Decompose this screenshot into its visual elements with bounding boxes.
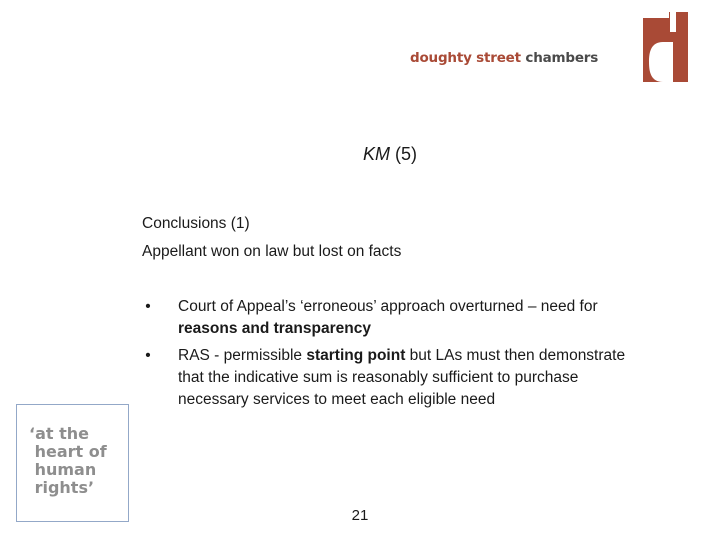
motto-badge (16, 404, 129, 522)
page-number: 21 (351, 507, 369, 524)
brand-wordmark (410, 50, 598, 66)
brand-word-chambers: chambers (520, 50, 599, 66)
brand-d-logo-icon (643, 12, 688, 82)
bullet-list (142, 296, 632, 416)
bullet-emphasis: starting point (306, 347, 406, 364)
slide-title-part: (5) (390, 144, 417, 164)
section-subheading: Appellant won on law but lost on facts (142, 243, 402, 260)
motto-text: ‘at the heart of human rights’ (29, 424, 107, 497)
bullet-item (142, 296, 632, 340)
bullet-text-tail: but LAs must then demonstrate that the indicative sum is reasonably sufficient to purchase necessary services to meet each eligible need (178, 347, 626, 408)
bullet-emphasis: reasons and transparency (178, 320, 371, 337)
bullet-text: Court of Appeal’s ‘erroneous’ approach overturned – need for (178, 298, 598, 315)
bullet-item (142, 345, 632, 411)
slide-title-case-name: KM (363, 144, 390, 164)
section-heading: Conclusions (1) (142, 215, 250, 232)
brand-word-doughty-street: doughty street (410, 50, 521, 66)
bullet-marker: • (145, 298, 151, 315)
bullet-marker: • (145, 347, 151, 364)
slide-title (0, 144, 720, 165)
bullet-text: RAS - permissible (178, 347, 307, 364)
